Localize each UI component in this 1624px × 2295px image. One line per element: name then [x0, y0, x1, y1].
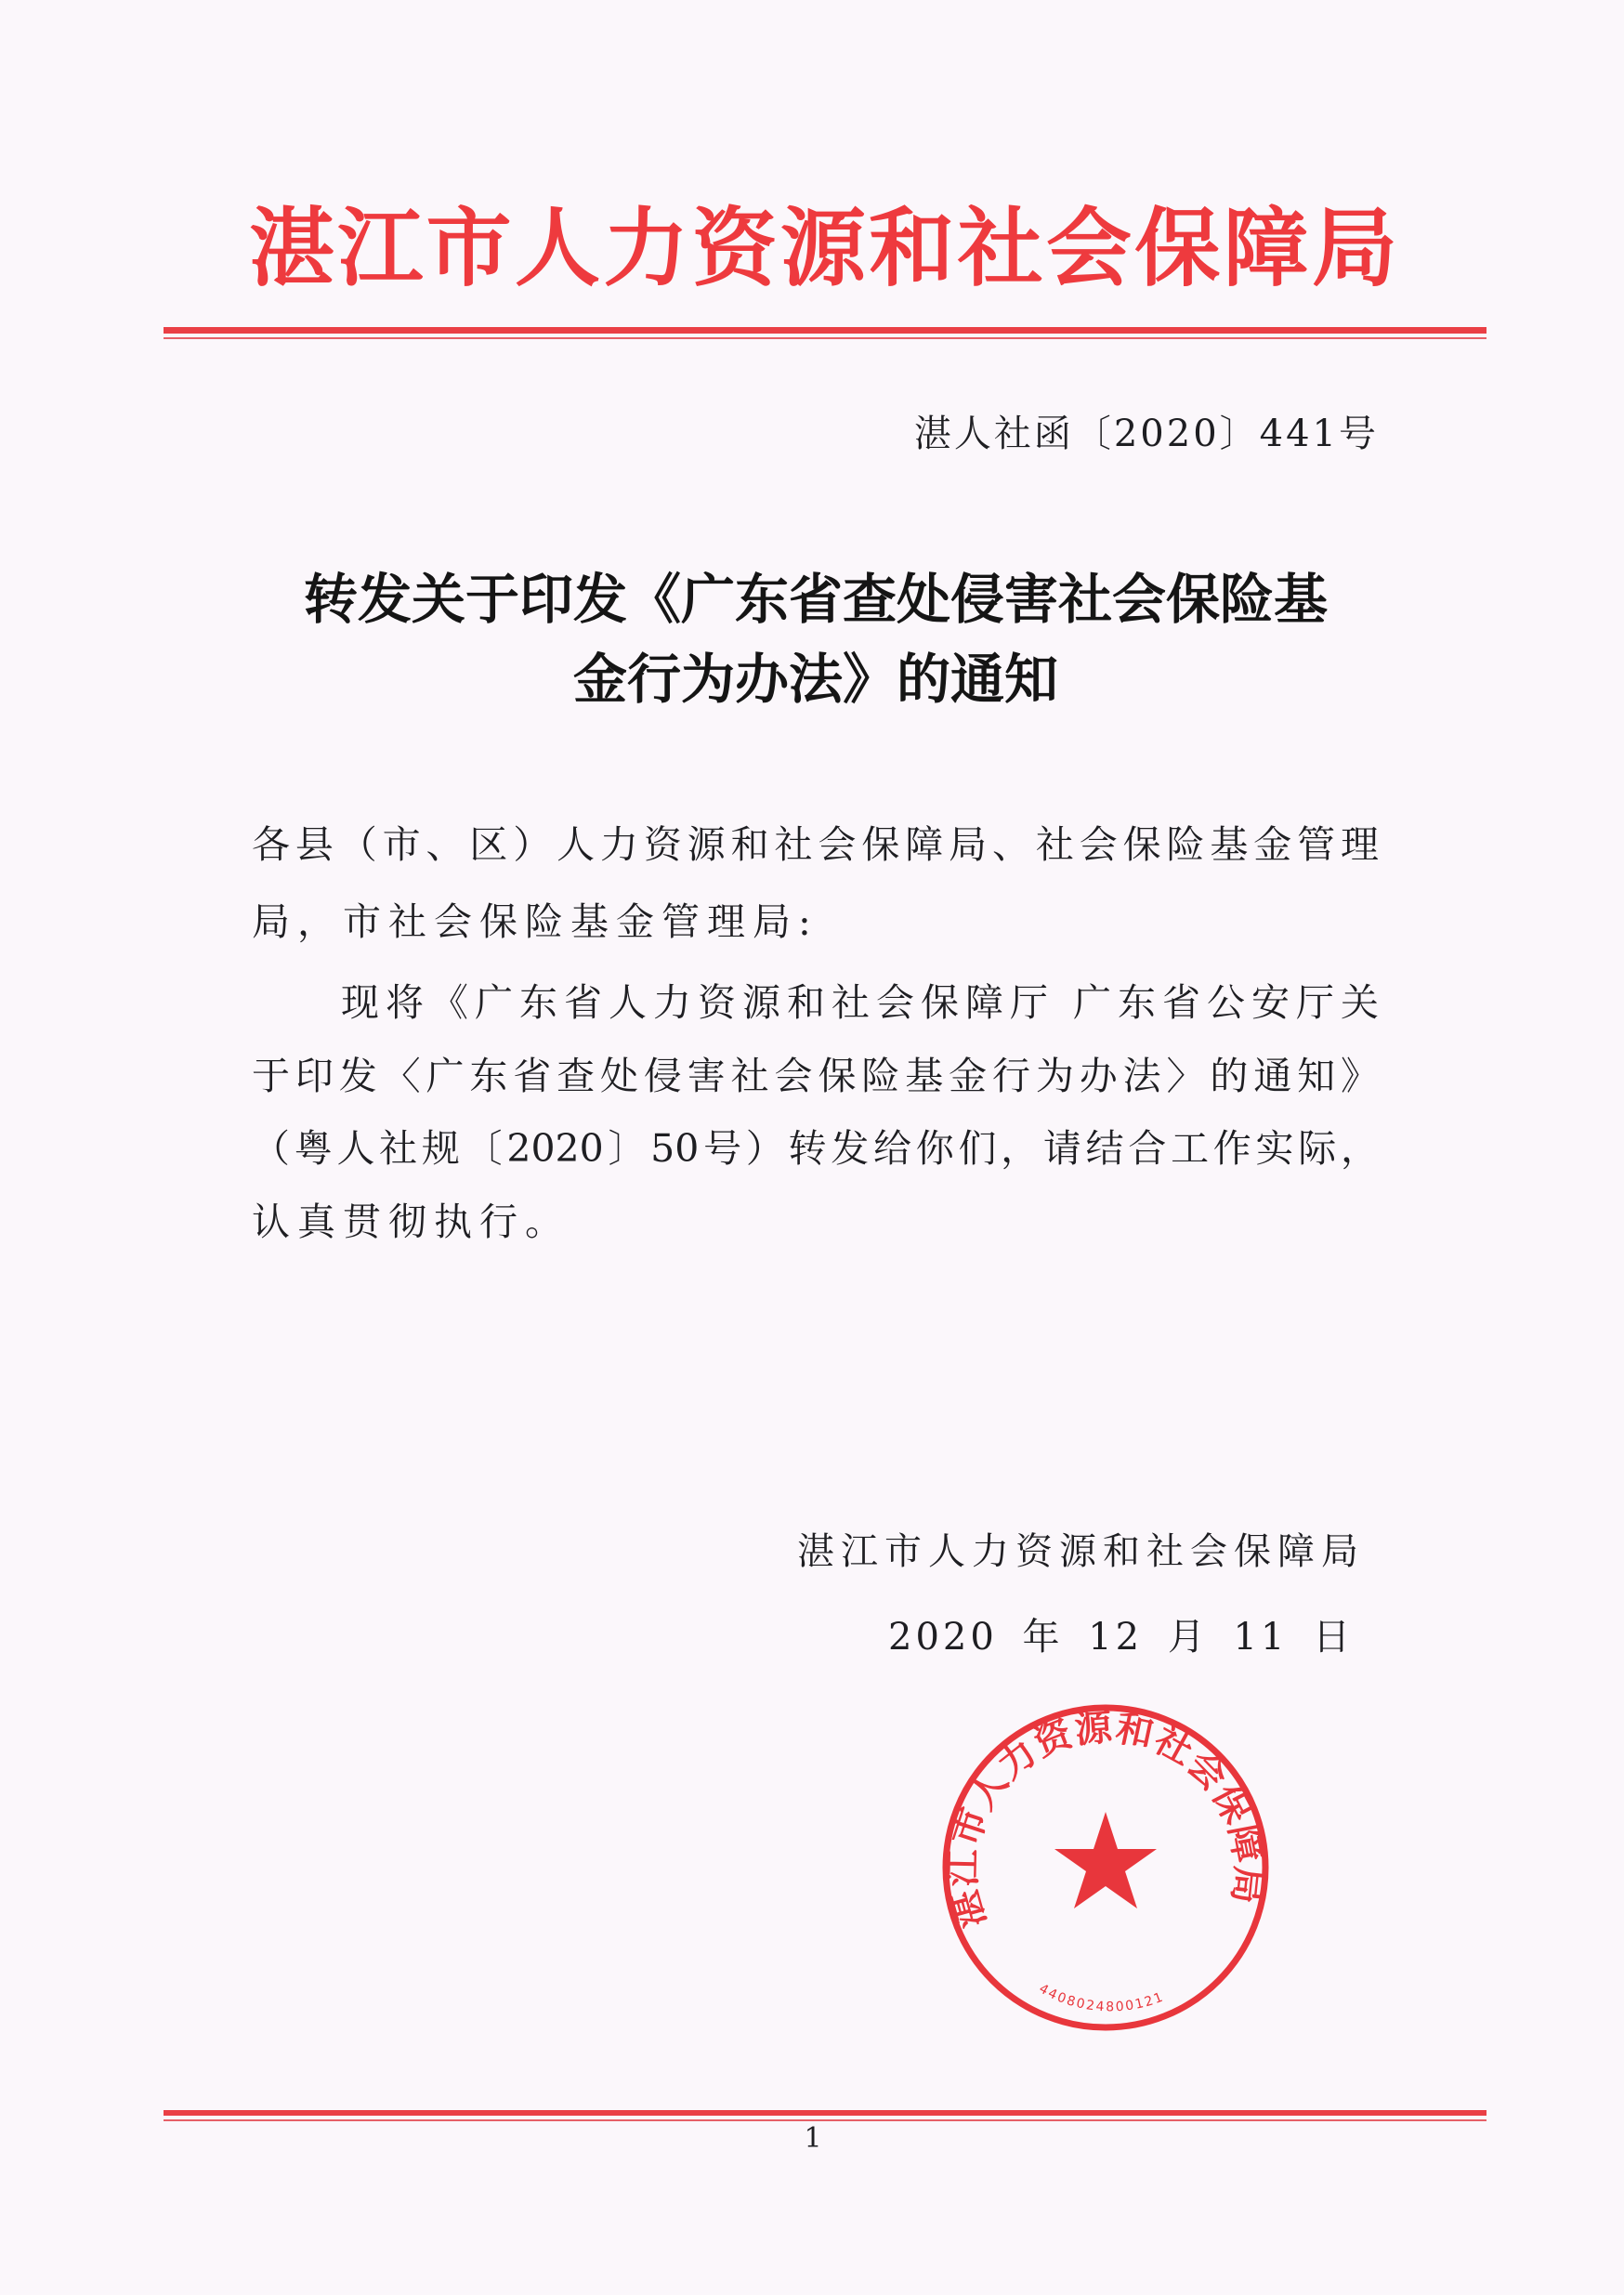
header-rule-thin: [164, 337, 1486, 339]
seal-text: 湛江市人力资源和社会保障局: [940, 1705, 1272, 1934]
body-line: 各县（市、区）人力资源和社会保障局、社会保险基金管理: [252, 822, 1379, 867]
letterhead-char: 障: [1223, 199, 1309, 298]
body-line: 现将《广东省人力资源和社会保障厅 广东省公安厅关: [252, 980, 1379, 1025]
footer-rule-thin: [164, 2119, 1486, 2121]
letterhead-title: [249, 186, 1397, 297]
body-line: 于印发〈广东省查处侵害社会保险基金行为办法〉的通知》: [252, 1054, 1379, 1098]
letterhead-char: 市: [426, 199, 512, 298]
letterhead-char: 和: [869, 199, 955, 298]
signature-org: 湛江市人力资源和社会保障局: [797, 1530, 1358, 1573]
letterhead-char: 源: [779, 199, 866, 298]
footer-rule-thick: [164, 2110, 1486, 2116]
page-number: 1: [804, 2122, 822, 2155]
document-title-line1: 转发关于印发《广东省查处侵害社会保险基: [303, 568, 1328, 631]
body-line: 认真贯彻执行。: [252, 1200, 570, 1244]
official-seal-icon: [929, 1691, 1282, 2044]
svg-text:4408024800121: [1037, 1981, 1167, 2014]
letterhead-char: 江: [337, 199, 424, 298]
document-number: 湛人社函〔2020〕441号: [913, 413, 1379, 455]
signature-date: 2020 年 12 月 11 日: [888, 1616, 1355, 1659]
body-line: （粤人社规〔2020〕50号）转发给你们，请结合工作实际，: [252, 1126, 1379, 1171]
letterhead-char: 保: [1134, 199, 1221, 298]
letterhead-char: 会: [1045, 199, 1132, 298]
letterhead-char: 力: [603, 199, 689, 298]
seal-code: 4408024800121: [1036, 1981, 1167, 2015]
document-title-line2: 金行为办法》的通知: [572, 648, 1058, 711]
letterhead-char: 社: [957, 199, 1043, 298]
letterhead-char: 局: [1311, 199, 1397, 298]
letterhead-char: 湛: [249, 199, 335, 298]
letterhead-char: 人: [514, 199, 600, 298]
body-line: 局，市社会保险基金管理局:: [252, 899, 819, 944]
letterhead-char: 资: [691, 199, 778, 298]
header-rule-thick: [164, 327, 1486, 334]
